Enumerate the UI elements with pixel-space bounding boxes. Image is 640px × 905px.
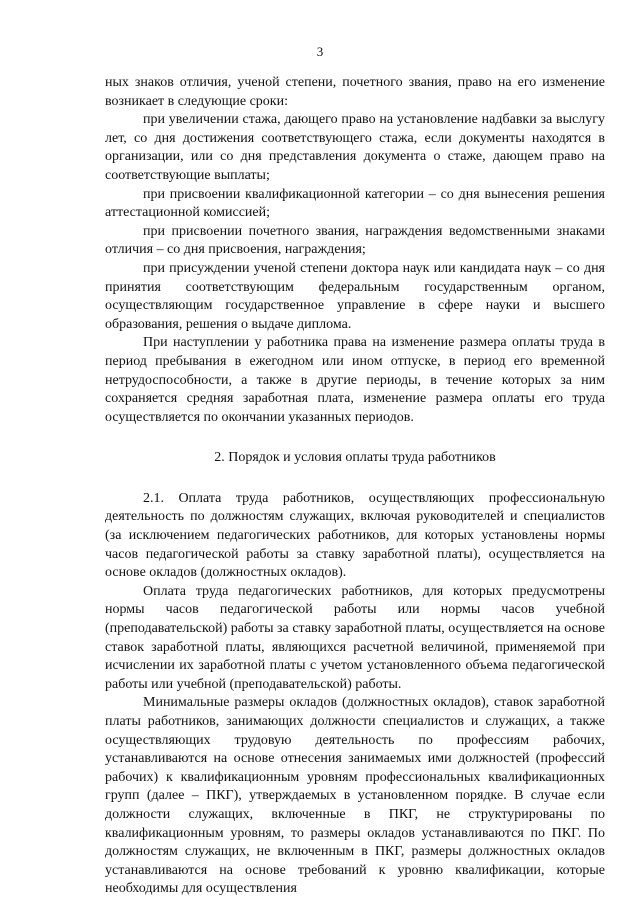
section-heading: 2. Порядок и условия оплаты труда работников <box>214 450 496 466</box>
document-body <box>105 74 605 899</box>
paragraph-academic-degree: при присуждении ученой степени доктора наук или кандидата наук – со дня принятия соответствующим федеральным государственным органом, осуществляющим государственное управление в сфере науки и высшего образования, решения о выдаче диплома. <box>105 260 605 332</box>
paragraph-teachers-pay: Оплата труда педагогических работников, для которых предусмотрены нормы часов педагогической работы или нормы часов учебной (преподавательской) работы за ставку заработной платы, осуществляется на основе ставок заработной платы, являющихся расчетной величиной, применяемой при исчислении их заработной платы с учетом установленного объема педагогической работы или учебной (преподавательской) работы. <box>105 583 605 692</box>
paragraph-honorary-title: при присвоении почетного звания, награждения ведомственными знаками отличия – со дня присвоения, награждения; <box>105 223 605 258</box>
paragraph-minimum-salaries: Минимальные размеры окладов (должностных окладов), ставок заработной платы работников, занимающих должности специалистов и служащих, а также осуществляющих трудовую деятельность по профессиям рабочих, устанавливаются на основе отнесения занимаемых ими должностей (профессий рабочих) к квалификационным уровням профессиональных квалификационных групп (далее – ПКГ), утверждаемых в установленном порядке. В случае если должности служащих, включенные в ПКГ, не структурированы по квалификационным уровням, то размеры окладов устанавливаются по ПКГ. По должностям служащих, не включенным в ПКГ, размеры должностных окладов устанавливаются на основе требований к уровню квалификации, которые необходимы для осуществления <box>105 695 605 897</box>
paragraph-qualification: при присвоении квалификационной категории – со дня вынесения решения аттестационной комиссией; <box>105 186 605 221</box>
paragraph-continuation: ных знаков отличия, ученой степени, почетного звания, право на его изменение возникает в следующие сроки: <box>105 75 605 109</box>
page-number: 3 <box>316 44 324 59</box>
paragraph-seniority: при увеличении стажа, дающего право на установление надбавки за выслугу лет, со дня достижения соответствующего стажа, если документы находятся в организации, или со дня представления документа о стаже, дающем право на соответствующие выплаты; <box>105 112 605 183</box>
paragraph-leave-period: При наступлении у работника права на изменение размера оплаты труда в период пребывания в ежегодном или ином отпуске, в период его временной нетрудоспособности, а также в другие периоды, в течение которых за ним сохраняется средняя заработная плата, изменение размера оплаты его труда осуществляется по окончании указанных периодов. <box>105 335 605 425</box>
paragraph-2-1: 2.1. Оплата труда работников, осуществляющих профессиональную деятельность по должностям служащих, включая руководителей и специалистов (за исключением педагогических работников, для которых установлены нормы часов педагогической работы за ставку заработной платы), осуществляется на основе окладов (должностных окладов). <box>105 490 605 581</box>
